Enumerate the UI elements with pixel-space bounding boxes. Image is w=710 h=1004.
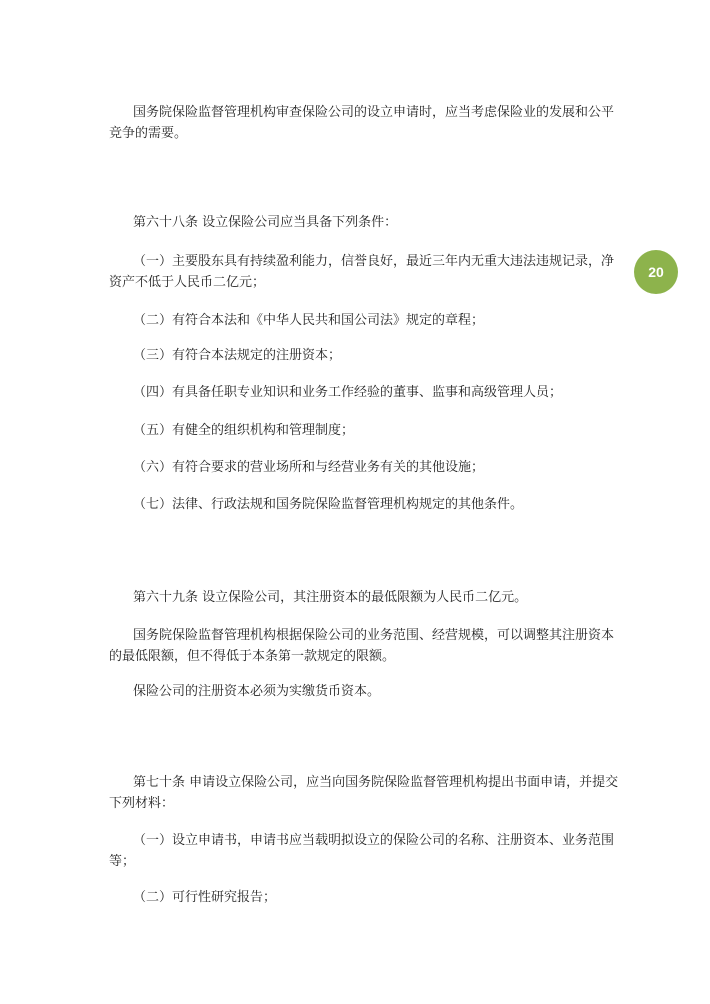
condition-item-5 — [109, 420, 609, 441]
text-line: （六）有符合要求的营业场所和与经营业务有关的其他设施； — [133, 460, 485, 475]
text-line: 等； — [109, 854, 136, 869]
condition-item-3 — [109, 345, 609, 366]
text-line: （三）有符合本法规定的注册资本； — [133, 348, 342, 363]
article-68-heading — [109, 212, 609, 233]
paragraph-review-considerations — [109, 102, 615, 144]
page-number-badge — [634, 250, 678, 294]
text-line: 国务院保险监督管理机构根据保险公司的业务范围、经营规模，可以调整其注册资本 — [133, 628, 615, 643]
condition-item-4 — [109, 382, 609, 403]
text-line: 资产不低于人民币二亿元； — [109, 275, 266, 290]
condition-item-6 — [109, 457, 609, 478]
text-line: 下列材料： — [109, 796, 175, 811]
text-line: 第六十八条 设立保险公司应当具备下列条件： — [133, 215, 398, 230]
text-line: （二）可行性研究报告； — [133, 890, 277, 905]
condition-item-7 — [109, 494, 609, 515]
text-line: （一）设立申请书，申请书应当载明拟设立的保险公司的名称、注册资本、业务范围 — [133, 833, 615, 848]
text-line: 保险公司的注册资本必须为实缴货币资本。 — [133, 684, 381, 699]
text-line: 的最低限额，但不得低于本条第一款规定的限额。 — [109, 649, 396, 664]
page-number: 20 — [648, 264, 664, 280]
article-69-heading — [109, 587, 609, 608]
condition-item-2 — [109, 310, 609, 331]
material-item-2 — [109, 887, 609, 908]
material-item-1 — [109, 830, 615, 872]
text-line: 第七十条 申请设立保险公司，应当向国务院保险监督管理机构提出书面申请，并提交 — [133, 775, 619, 790]
paragraph-capital-adjustment — [109, 625, 615, 667]
text-line: （一）主要股东具有持续盈利能力，信誉良好，最近三年内无重大违法违规记录，净 — [133, 254, 615, 269]
text-line: 国务院保险监督管理机构审查保险公司的设立申请时，应当考虑保险业的发展和公平 — [133, 105, 615, 120]
text-line: （七）法律、行政法规和国务院保险监督管理机构规定的其他条件。 — [133, 497, 524, 512]
text-line: （四）有具备任职专业知识和业务工作经验的董事、监事和高级管理人员； — [133, 385, 563, 400]
text-line: 第六十九条 设立保险公司，其注册资本的最低限额为人民币二亿元。 — [133, 590, 528, 605]
condition-item-1 — [109, 251, 615, 293]
text-line: 竞争的需要。 — [109, 126, 188, 141]
text-line: （五）有健全的组织机构和管理制度； — [133, 423, 355, 438]
text-line: （二）有符合本法和《中华人民共和国公司法》规定的章程； — [133, 313, 485, 328]
article-70-heading — [109, 772, 619, 814]
paragraph-paid-in-capital — [109, 681, 609, 702]
